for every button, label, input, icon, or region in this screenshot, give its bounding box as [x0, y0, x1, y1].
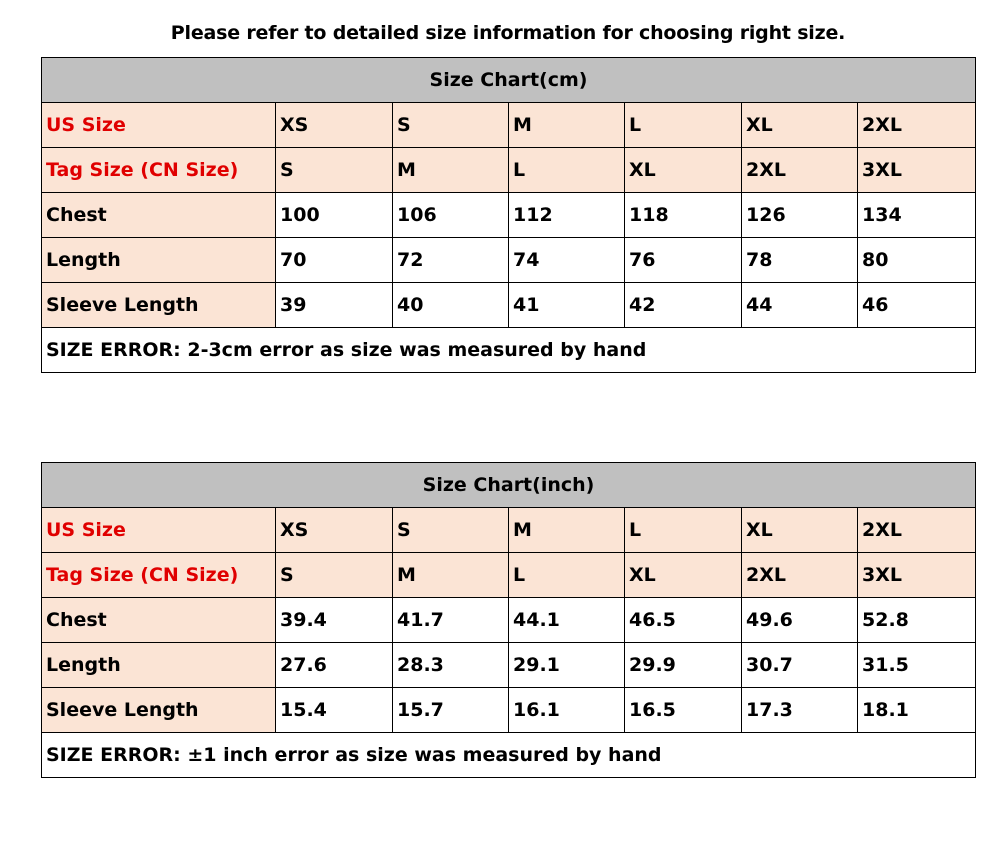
cell: XS: [276, 508, 393, 553]
cell: 41.7: [393, 598, 509, 643]
cell: S: [393, 103, 509, 148]
chart-title-row: [42, 463, 976, 508]
cell: S: [276, 148, 393, 193]
cell: 72: [393, 238, 509, 283]
cell: 16.5: [625, 688, 742, 733]
cell: 39.4: [276, 598, 393, 643]
row-label: Sleeve Length: [42, 688, 276, 733]
sleeve-length-row: [42, 283, 976, 328]
cell: 17.3: [742, 688, 858, 733]
cell: 15.4: [276, 688, 393, 733]
page-heading: Please refer to detailed size information for choosing right size.: [170, 22, 846, 44]
cell: XL: [625, 148, 742, 193]
cell: 29.1: [509, 643, 625, 688]
error-row: [42, 328, 976, 373]
length-row: [42, 238, 976, 283]
row-label: Tag Size (CN Size): [42, 148, 276, 193]
cell: 52.8: [858, 598, 976, 643]
cell: 100: [276, 193, 393, 238]
tag-size-row: [42, 148, 976, 193]
cell: XL: [625, 553, 742, 598]
cell: 106: [393, 193, 509, 238]
cell: 134: [858, 193, 976, 238]
size-chart-inch: [41, 462, 976, 778]
cell: 80: [858, 238, 976, 283]
cell: 41: [509, 283, 625, 328]
cell: 2XL: [858, 508, 976, 553]
cell: 49.6: [742, 598, 858, 643]
cell: 2XL: [742, 553, 858, 598]
chest-row: [42, 598, 976, 643]
row-label: Sleeve Length: [42, 283, 276, 328]
cell: 46: [858, 283, 976, 328]
cell: L: [625, 103, 742, 148]
chart-title: Size Chart(inch): [42, 463, 976, 508]
cell: L: [509, 553, 625, 598]
cell: M: [509, 103, 625, 148]
cell: 78: [742, 238, 858, 283]
tag-size-row: [42, 553, 976, 598]
error-row: [42, 733, 976, 778]
cell: 46.5: [625, 598, 742, 643]
cell: 30.7: [742, 643, 858, 688]
cell: 40: [393, 283, 509, 328]
row-label: US Size: [42, 508, 276, 553]
cell: 31.5: [858, 643, 976, 688]
cell: 28.3: [393, 643, 509, 688]
us-size-row: [42, 508, 976, 553]
chest-row: [42, 193, 976, 238]
cell: 16.1: [509, 688, 625, 733]
cell: 27.6: [276, 643, 393, 688]
chart-title-row: [42, 58, 976, 103]
chart-title: Size Chart(cm): [42, 58, 976, 103]
cell: M: [393, 148, 509, 193]
row-label: Chest: [42, 193, 276, 238]
cell: M: [393, 553, 509, 598]
size-error-note: SIZE ERROR: ±1 inch error as size was measured by hand: [42, 733, 976, 778]
cell: L: [509, 148, 625, 193]
sleeve-length-row: [42, 688, 976, 733]
cell: 39: [276, 283, 393, 328]
cell: M: [509, 508, 625, 553]
length-row: [42, 643, 976, 688]
cell: 2XL: [858, 103, 976, 148]
cell: 15.7: [393, 688, 509, 733]
row-label: US Size: [42, 103, 276, 148]
row-label: Length: [42, 643, 276, 688]
row-label: Chest: [42, 598, 276, 643]
size-chart-cm: [41, 57, 976, 373]
cell: 70: [276, 238, 393, 283]
cell: 29.9: [625, 643, 742, 688]
size-error-note: SIZE ERROR: 2-3cm error as size was measured by hand: [42, 328, 976, 373]
cell: 126: [742, 193, 858, 238]
row-label: Length: [42, 238, 276, 283]
cell: S: [393, 508, 509, 553]
cell: XL: [742, 508, 858, 553]
cell: 74: [509, 238, 625, 283]
cell: 42: [625, 283, 742, 328]
cell: 112: [509, 193, 625, 238]
cell: 76: [625, 238, 742, 283]
cell: 118: [625, 193, 742, 238]
cell: XS: [276, 103, 393, 148]
cell: 18.1: [858, 688, 976, 733]
cell: XL: [742, 103, 858, 148]
cell: 2XL: [742, 148, 858, 193]
cell: 44: [742, 283, 858, 328]
us-size-row: [42, 103, 976, 148]
cell: L: [625, 508, 742, 553]
cell: 3XL: [858, 553, 976, 598]
cell: 3XL: [858, 148, 976, 193]
row-label: Tag Size (CN Size): [42, 553, 276, 598]
cell: 44.1: [509, 598, 625, 643]
cell: S: [276, 553, 393, 598]
